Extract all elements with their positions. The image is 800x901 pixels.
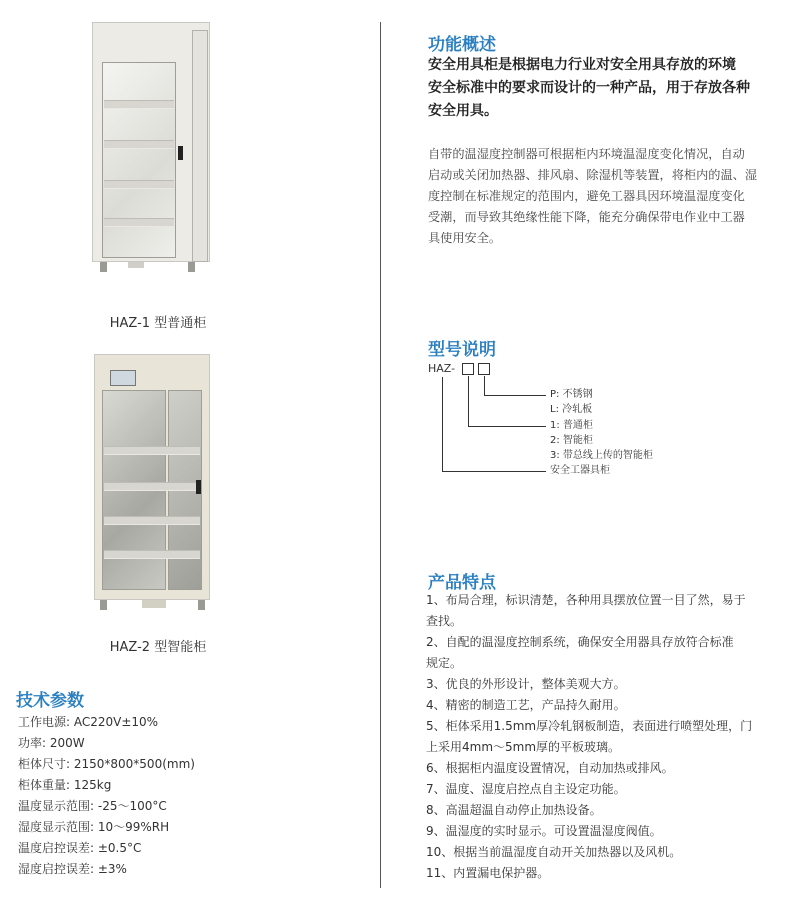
product-image-haz1: [88, 22, 214, 280]
feature-line: 11、内置漏电保护器。: [426, 866, 550, 880]
model-label: P: 不锈钢: [550, 389, 593, 400]
feature-line: 规定。: [426, 656, 463, 670]
feature-line: 上采用4mm～5mm厚的平板玻璃。: [426, 740, 621, 754]
overview-body-line: 受潮，而导致其绝缘性能下降，能充分确保带电作业中工器: [428, 210, 745, 224]
product-image-haz2: [94, 354, 214, 616]
feature-line: 4、精密的制造工艺，产品持久耐用。: [426, 698, 626, 712]
spec-line: 柜体重量: 125kg: [18, 778, 112, 792]
overview-lead-line: 安全标准中的要求而设计的一种产品，用于存放各种: [428, 80, 750, 96]
features-title: 产品特点: [428, 573, 496, 593]
feature-line: 查找。: [426, 614, 463, 628]
feature-line: 5、柜体采用1.5mm厚冷轧钢板制造，表面进行喷塑处理，门: [426, 719, 753, 733]
feature-line: 9、温湿度的实时显示。可设置温湿度阀值。: [426, 824, 662, 838]
model-label: 安全工器具柜: [550, 465, 610, 476]
overview-body: [428, 144, 790, 249]
spec-line: 柜体尺寸: 2150*800*500(mm): [18, 757, 195, 771]
features-list: [426, 590, 792, 884]
model-diagram: [428, 360, 768, 480]
overview-lead: [428, 54, 788, 123]
spec-line: 温度启控误差: ±0.5°C: [18, 841, 142, 855]
overview-title: 功能概述: [428, 35, 496, 55]
spec-line: 湿度启控误差: ±3%: [18, 862, 127, 876]
overview-body-line: 启动或关闭加热器、排风扇、除湿机等装置，将柜内的温、湿: [428, 168, 758, 182]
feature-line: 10、根据当前温湿度自动开关加热器以及风机。: [426, 845, 682, 859]
product-caption-haz1: HAZ-1 型普通柜: [109, 316, 207, 331]
overview-body-line: 自带的温湿度控制器可根据柜内环境温湿度变化情况，自动: [428, 147, 745, 161]
overview-body-line: 度控制在标准规定的范围内，避免工器具因环境温湿度变化: [428, 189, 745, 203]
spec-line: 湿度显示范围: 10～99%RH: [18, 820, 170, 834]
model-label: 1: 普通柜: [550, 420, 593, 431]
feature-line: 6、根据柜内温度设置情况，自动加热或排风。: [426, 761, 674, 775]
specs-title: 技术参数: [16, 691, 84, 711]
overview-body-line: 具使用安全。: [428, 231, 502, 245]
feature-line: 1、布局合理，标识清楚，各种用具摆放位置一目了然，易于: [426, 593, 746, 607]
overview-lead-line: 安全用具柜是根据电力行业对安全用具存放的环境: [428, 57, 736, 73]
model-label: L: 冷轧板: [550, 404, 593, 415]
feature-line: 8、高温超温自动停止加热设备。: [426, 803, 602, 817]
model-label: 2: 智能柜: [550, 435, 593, 446]
model-box-1: [462, 363, 474, 375]
model-label: 3: 带总线上传的智能柜: [550, 450, 653, 461]
feature-line: 3、优良的外形设计，整体美观大方。: [426, 677, 626, 691]
spec-line: 温度显示范围: -25～100°C: [18, 799, 167, 813]
model-prefix: HAZ-: [428, 362, 456, 375]
spec-line: 工作电源: AC220V±10%: [18, 715, 159, 729]
feature-line: 2、自配的温湿度控制系统，确保安全用器具存放符合标准: [426, 635, 734, 649]
overview-lead-line: 安全用具。: [428, 103, 498, 119]
model-title: 型号说明: [428, 340, 496, 360]
model-box-2: [478, 363, 490, 375]
feature-line: 7、温度、湿度启控点自主设定功能。: [426, 782, 626, 796]
column-divider: [380, 22, 381, 888]
product-caption-haz2: HAZ-2 型智能柜: [109, 640, 207, 655]
specs-list: [18, 712, 358, 880]
spec-line: 功率: 200W: [18, 736, 85, 750]
